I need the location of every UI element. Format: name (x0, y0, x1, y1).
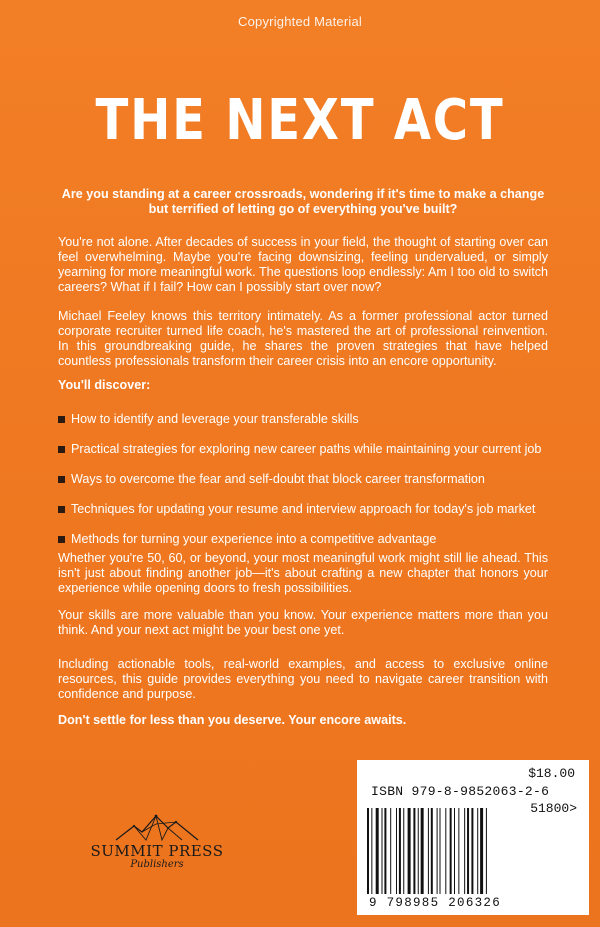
paragraph-author: Michael Feeley knows this territory intimately. As a former professional actor turned corporate recruiter turned life coach, he's mastered the art of professional reinvention. In this groundbreaking guide, he shares the proven strategies that have helped countless professionals transform their career crisis into an encore opportunity. (58, 309, 548, 368)
list-item: Techniques for updating your resume and interview approach for today's job market (58, 494, 558, 524)
bullet-square-icon (58, 506, 65, 513)
bullet-square-icon (58, 476, 65, 483)
copyright-watermark: Copyrighted Material (238, 14, 362, 29)
barcode-bar (437, 808, 438, 894)
barcode-bar (382, 808, 383, 894)
barcode-bar (418, 808, 419, 894)
barcode-bar (408, 808, 411, 894)
publisher-name: SUMMIT PRESS (90, 842, 224, 860)
publisher-logo (82, 812, 232, 870)
paragraph-skills: Your skills are more valuable than you know. Your experience matters more than you think. And your next act might be your best one yet. (58, 608, 548, 637)
list-item: Ways to overcome the fear and self-doubt that block career transformation (58, 464, 558, 494)
barcode-bar (421, 808, 424, 894)
benefit-list (58, 404, 558, 554)
closing-line: Don't settle for less than you deserve. Your encore awaits. (58, 713, 407, 727)
barcode-bar (390, 808, 391, 894)
barcode-bar (450, 808, 452, 894)
barcode-bar (403, 808, 404, 894)
isbn-barcode-panel (357, 760, 589, 915)
bullet-square-icon (58, 416, 65, 423)
barcode-bar (480, 808, 483, 894)
barcode-digits: 9 798985 206326 (369, 896, 502, 910)
lead-question: Are you standing at a career crossroads, wondering if it's time to make a change but terrified of letting go of everything you've built? (61, 187, 545, 216)
list-item: Methods for turning your experience into a competitive advantage (58, 524, 558, 554)
barcode-bar (440, 808, 441, 894)
barcode-bar (431, 808, 433, 894)
price-label: $18.00 (528, 766, 575, 781)
barcode-bar (486, 808, 487, 894)
publisher-subtitle: Publishers (130, 859, 184, 870)
discover-heading: You'll discover: (58, 378, 151, 392)
isbn-label: ISBN 979-8-9852063-2-6 (371, 784, 550, 799)
barcode-bar (454, 808, 455, 894)
paragraph-age: Whether you're 50, 60, or beyond, your most meaningful work might still lie ahead. This isn't just about finding another job—it's about crafting a new chapter that honors your experience while opening doors to fresh possibilities. (58, 551, 548, 595)
barcode-bar (396, 808, 397, 894)
barcode-bar (399, 808, 401, 894)
barcode-bar (467, 808, 469, 894)
book-title: THE NEXT ACT (95, 88, 505, 153)
barcode-bar (428, 808, 429, 894)
barcode-bar (477, 808, 478, 894)
barcode-bar (384, 808, 386, 894)
barcode-bar (371, 808, 372, 894)
barcode-bar (367, 808, 369, 894)
bullet-square-icon (58, 446, 65, 453)
list-item: Practical strategies for exploring new career paths while maintaining your current job (58, 434, 558, 464)
bullet-square-icon (58, 536, 65, 543)
barcode-bar (413, 808, 415, 894)
barcode-icon (367, 808, 527, 896)
paragraph-intro: You're not alone. After decades of success in your field, the thought of starting over can feel overwhelming. Maybe you're facing downsizing, feeling undervalued, or simply yearning for more meaningful work. The questions loop endlessly: Am I too old to switch careers? What if I fail? How can I possibly start over now? (58, 235, 548, 294)
barcode-bar (464, 808, 465, 894)
barcode-bar (458, 808, 459, 894)
barcode-bar (471, 808, 473, 894)
barcode-bar (376, 808, 379, 894)
mountain-logo-icon (112, 812, 202, 844)
addon-code: 51800> (530, 801, 577, 816)
paragraph-tools: Including actionable tools, real-world examples, and access to exclusive online resources, this guide provides everything you need to navigate career transition with confidence and purpose. (58, 657, 548, 701)
list-item: How to identify and leverage your transferable skills (58, 404, 558, 434)
barcode-bar (445, 808, 446, 894)
